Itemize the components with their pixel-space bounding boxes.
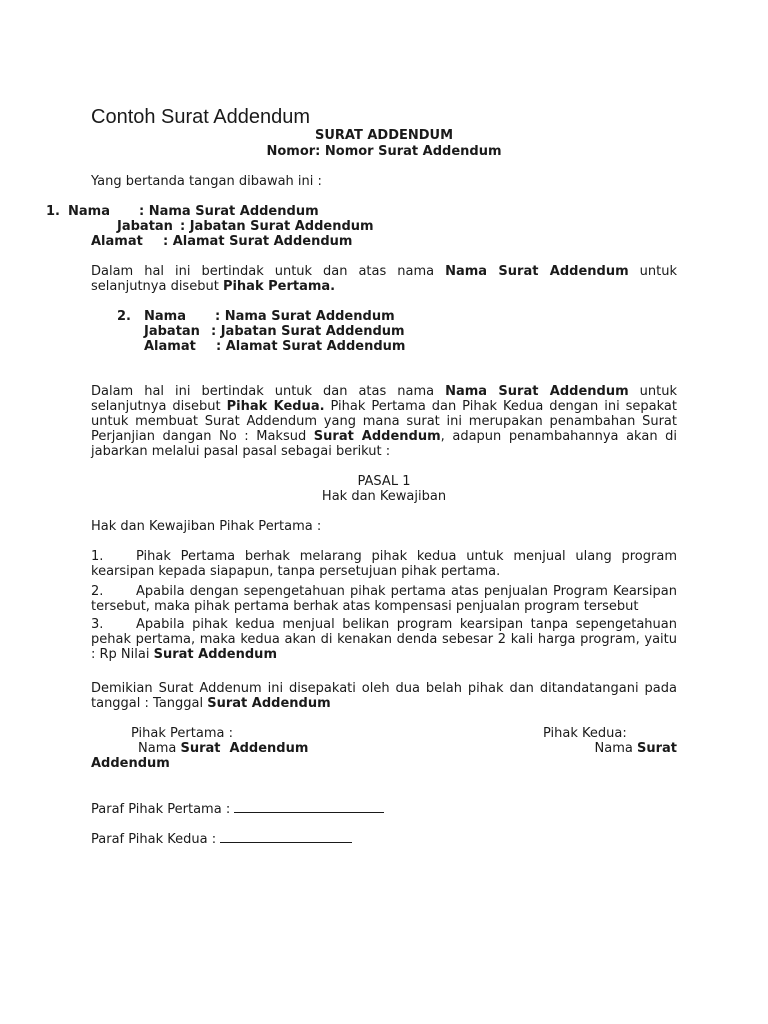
party-2-designation: Pihak Kedua. bbox=[226, 399, 325, 414]
statement-text: Pihak Pertama dan Pihak Kedua dengan ini sepakat untuk membuat Surat Addendum yang mana surat ini merupakan penambahan Surat Perjanjian dangan No : Maksud bbox=[91, 399, 677, 444]
party-2-address-label: Alamat bbox=[144, 339, 196, 354]
statement-bold: Nama Surat Addendum bbox=[445, 384, 629, 399]
initial-label: Paraf Pihak Pertama : bbox=[91, 802, 235, 817]
closing-text: Demikian Surat Addenum ini disepakati oleh dua belah pihak dan ditandatangani pada tanggal : Tanggal bbox=[91, 681, 677, 711]
duty-text: Apabila dengan sepengetahuan pihak pertama atas penjualan Program Kearsipan tersebut, maka pihak pertama berhak atas kompensasi penjualan program tersebut bbox=[91, 584, 677, 614]
duty-bold: Surat Addendum bbox=[153, 647, 277, 662]
duties-heading: Hak dan Kewajiban Pihak Pertama : bbox=[91, 519, 322, 534]
statement-text: Dalam hal ini bertindak untuk dan atas nama bbox=[91, 384, 446, 399]
second-party-label: Pihak Kedua: bbox=[543, 726, 627, 741]
statement-text: untuk selanjutnya disebut bbox=[91, 384, 677, 414]
party-2-name-label: Nama bbox=[144, 309, 186, 324]
duty-number: 1. bbox=[91, 549, 104, 564]
duty-number: 2. bbox=[91, 584, 104, 599]
second-party-name-continued: Addendum bbox=[91, 756, 170, 771]
letter-number: Nomor: Nomor Surat Addendum bbox=[266, 144, 502, 159]
closing-statement bbox=[91, 681, 677, 711]
party-1-statement bbox=[91, 264, 677, 294]
party-2-address-value: : Alamat Surat Addendum bbox=[216, 339, 406, 354]
name-prefix: Nama bbox=[594, 741, 637, 756]
duty-item bbox=[91, 549, 677, 579]
initial-label: Paraf Pihak Kedua : bbox=[91, 832, 221, 847]
duty-number: 3. bbox=[91, 617, 104, 632]
duty-text: Pihak Pertama berhak melarang pihak kedua untuk menjual ulang program kearsipan kepada siapapun, tanpa persetujuan pihak pertama. bbox=[91, 549, 677, 579]
party-2-name-value: : Nama Surat Addendum bbox=[215, 309, 395, 324]
first-party-name bbox=[138, 741, 308, 756]
party-1-name-label: Nama bbox=[68, 204, 110, 219]
second-party-name bbox=[595, 741, 677, 756]
statement-bold: Surat Addendum bbox=[313, 429, 441, 444]
intro-text: Yang bertanda tangan dibawah ini : bbox=[91, 174, 322, 189]
statement-text: , adapun penambahannya akan di jabarkan melalui pasal pasal sebagai berikut : bbox=[91, 429, 678, 459]
party-1-position-label: Jabatan bbox=[117, 219, 173, 234]
statement-text: Dalam hal ini bertindak untuk dan atas nama bbox=[91, 264, 446, 279]
party-2-statement bbox=[91, 384, 677, 459]
second-party-initial bbox=[91, 831, 352, 847]
closing-bold: Surat Addendum bbox=[207, 696, 331, 711]
initial-line bbox=[220, 831, 352, 843]
duty-item bbox=[91, 617, 677, 662]
party-1-position-value: : Jabatan Surat Addendum bbox=[180, 219, 374, 234]
article-title: Hak dan Kewajiban bbox=[321, 489, 447, 504]
first-party-label: Pihak Pertama : bbox=[131, 726, 233, 741]
party-1-number: 1. bbox=[46, 204, 60, 219]
party-2-position-value: : Jabatan Surat Addendum bbox=[211, 324, 405, 339]
party-2-position-label: Jabatan bbox=[144, 324, 200, 339]
name-bold: Surat Addendum bbox=[180, 741, 309, 756]
initial-line bbox=[234, 801, 384, 813]
duty-item bbox=[91, 584, 677, 614]
party-1-address-label: Alamat bbox=[91, 234, 143, 249]
party-1-address-value: : Alamat Surat Addendum bbox=[163, 234, 353, 249]
statement-text: untuk selanjutnya disebut bbox=[91, 264, 677, 294]
document-title: Contoh Surat Addendum bbox=[91, 106, 311, 128]
party-1-name-value: : Nama Surat Addendum bbox=[139, 204, 319, 219]
name-bold: Surat bbox=[636, 741, 677, 756]
article-label: PASAL 1 bbox=[357, 474, 411, 489]
letter-heading: SURAT ADDENDUM bbox=[314, 128, 454, 143]
party-2-number: 2. bbox=[117, 309, 131, 324]
first-party-initial bbox=[91, 801, 384, 817]
party-1-designation: Pihak Pertama. bbox=[222, 279, 336, 294]
duty-text: Apabila pihak kedua menjual belikan program kearsipan tanpa sepengetahuan pehak pertama, maka kedua akan di kenakan denda sebesar 2 kali harga program, yaitu : Rp Nilai bbox=[91, 617, 677, 662]
statement-bold: Nama Surat Addendum bbox=[445, 264, 629, 279]
name-prefix: Nama bbox=[138, 741, 181, 756]
